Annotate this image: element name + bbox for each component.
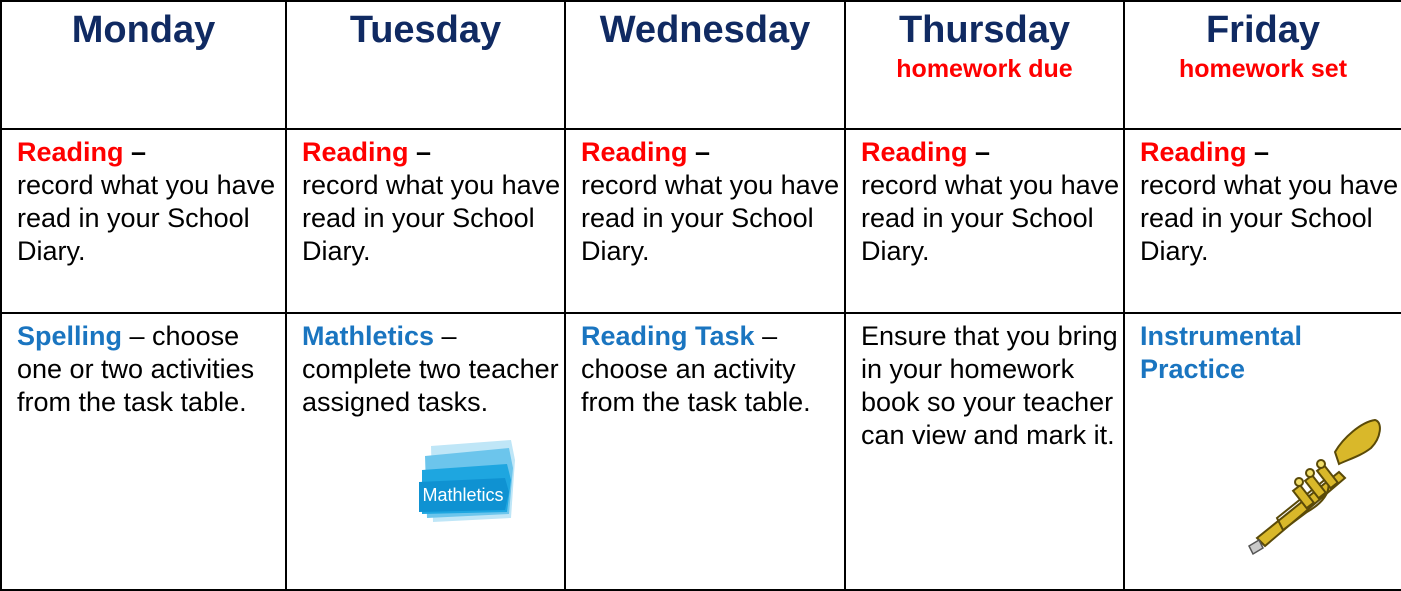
task-label: Instrumental Practice	[1140, 321, 1303, 384]
reading-dash: –	[1246, 137, 1270, 167]
task-label: Reading Task	[581, 321, 755, 351]
task-text: – choose an activity from the task table.	[581, 321, 811, 417]
reading-dash: –	[408, 137, 432, 167]
header-friday	[1124, 1, 1401, 129]
reading-label: Reading	[861, 137, 968, 167]
reading-label: Reading	[302, 137, 409, 167]
task-thursday	[845, 313, 1124, 590]
header-tuesday	[286, 1, 565, 129]
reading-text: record what you have read in your School Diary.	[861, 170, 1120, 266]
header-thursday	[845, 1, 1124, 129]
reading-dash: –	[967, 137, 991, 167]
reading-cell	[1, 129, 286, 313]
task-friday	[1124, 313, 1401, 590]
task-tuesday	[286, 313, 565, 590]
reading-text: record what you have read in your School Diary.	[1140, 170, 1399, 266]
reading-text: record what you have read in your School Diary.	[17, 170, 276, 266]
task-text: – complete two teacher assigned tasks.	[302, 321, 559, 417]
task-row	[1, 313, 1401, 590]
day-name: Thursday	[898, 9, 1071, 51]
day-name: Wednesday	[599, 9, 811, 51]
day-name: Tuesday	[349, 9, 502, 51]
header-row	[1, 1, 1401, 129]
task-text: – choose one or two activities from the task table.	[17, 321, 255, 417]
header-wednesday	[565, 1, 845, 129]
reading-dash: –	[687, 137, 711, 167]
reading-label: Reading	[581, 137, 688, 167]
logo-text: Mathletics	[422, 485, 504, 505]
task-label: Spelling	[17, 321, 123, 351]
reading-text: record what you have read in your School Diary.	[302, 170, 561, 266]
reading-text: record what you have read in your School Diary.	[581, 170, 840, 266]
reading-row	[1, 129, 1401, 313]
reading-cell	[845, 129, 1124, 313]
reading-cell	[565, 129, 845, 313]
task-label: Mathletics	[302, 321, 435, 351]
mathletics-logo	[419, 438, 519, 524]
task-wednesday	[565, 313, 845, 590]
day-name: Friday	[1205, 9, 1321, 51]
reading-dash: –	[123, 137, 147, 167]
header-monday	[1, 1, 286, 129]
homework-due-note: homework due	[896, 55, 1073, 83]
day-name: Monday	[71, 9, 216, 51]
reading-label: Reading	[1140, 137, 1247, 167]
task-monday	[1, 313, 286, 590]
reading-cell	[286, 129, 565, 313]
homework-set-note: homework set	[1178, 55, 1348, 83]
reading-cell	[1124, 129, 1401, 313]
task-text: Ensure that you bring in your homework book so your teacher can view and mark it.	[861, 321, 1118, 450]
reading-label: Reading	[17, 137, 124, 167]
trumpet-icon	[1247, 412, 1387, 562]
